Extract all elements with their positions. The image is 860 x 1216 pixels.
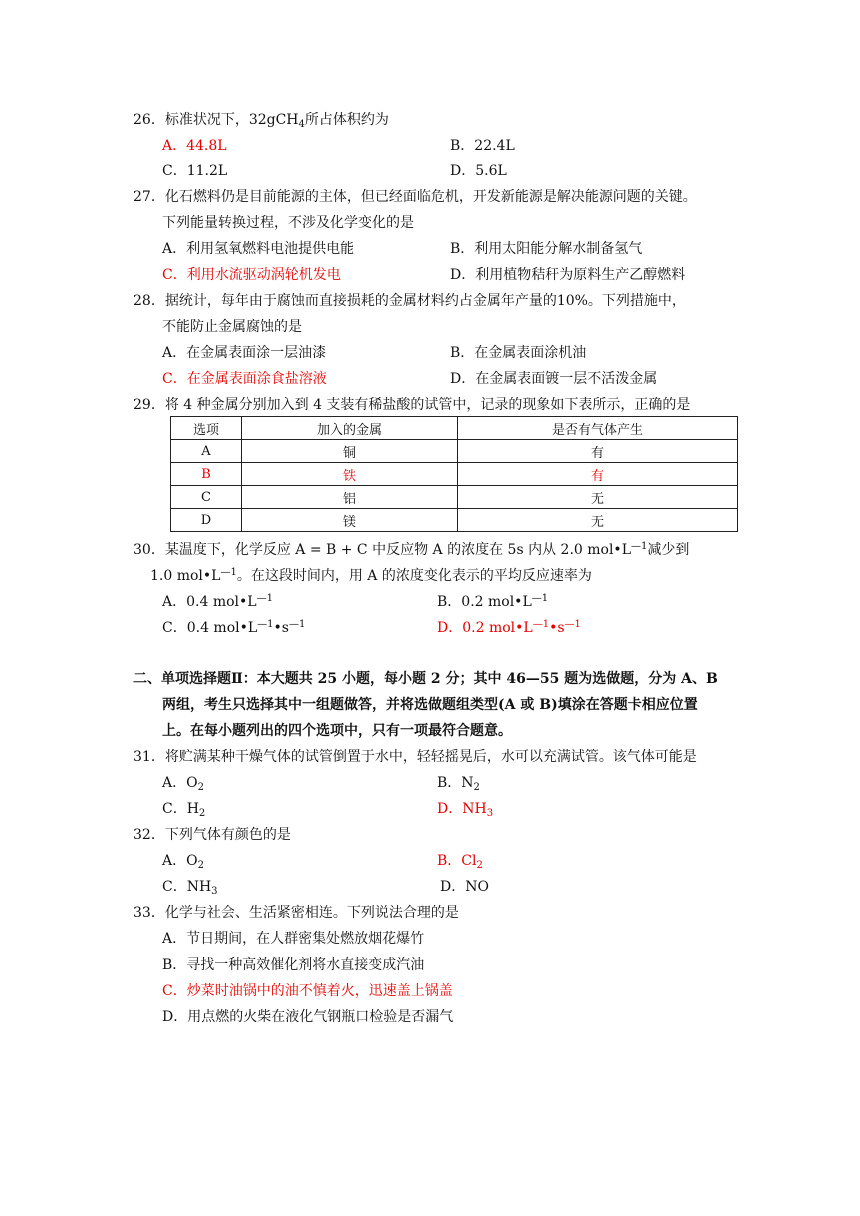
table-header: 选项 [171, 417, 242, 440]
q26-option-b: B．22.4L [450, 138, 515, 154]
q33-option-b: B．寻找一种高效催化剂将水直接变成汽油 [162, 957, 425, 973]
section2-heading-line1: 二、单项选择题Ⅱ：本大题共 25 小题，每小题 2 分；其中 46—55 题为选做题，分为 A、B [133, 671, 718, 687]
table-cell: A [171, 440, 242, 463]
section2-heading-line3: 上。在每小题列出的四个选项中，只有一项最符合题意。 [162, 723, 512, 739]
table-cell: 有 [458, 440, 738, 463]
table-row [171, 509, 738, 532]
q32-stem: 32．下列气体有颜色的是 [133, 827, 291, 843]
q28-stem-line2: 不能防止金属腐蚀的是 [162, 319, 302, 335]
table-cell: 铝 [242, 486, 458, 509]
q27-option-a: A．利用氢氧燃料电池提供电能 [162, 241, 355, 257]
section2-heading-line2: 两组，考生只选择其中一组题做答，并将选做题组类型(A 或 B)填涂在答题卡相应位置 [162, 697, 698, 713]
q30-option-b: B．0.2 $mol•L^{—1}$ [437, 593, 549, 610]
q26-option-c: C．11.2L [162, 163, 228, 179]
table-cell: D [171, 509, 242, 532]
q32-option-c: C．$NH_3$ [162, 879, 218, 897]
q26-option-d: D．5.6L [450, 163, 507, 179]
table-row [171, 486, 738, 509]
q31-option-a: A．$O_2$ [162, 775, 204, 793]
table-header: 加入的金属 [242, 417, 458, 440]
q27-stem-line2: 下列能量转换过程，不涉及化学变化的是 [162, 215, 414, 231]
q31-stem: 31．将贮满某种干燥气体的试管倒置于水中，轻轻摇晃后，水可以充满试管。该气体可能是 [133, 749, 697, 765]
table-row [171, 440, 738, 463]
q32-option-d: D．NO [440, 879, 489, 895]
table-cell: 无 [458, 486, 738, 509]
q31-option-c: C．$H_2$ [162, 801, 206, 819]
q32-option-b: B．$Cl_2$ [437, 853, 483, 871]
q30-option-d: D．0.2 $mol•L^{—1}•s^{—1}$ [437, 619, 581, 636]
q27-option-d: D．利用植物秸秆为原料生产乙醇燃料 [450, 267, 686, 283]
q28-option-c: C．在金属表面涂食盐溶液 [162, 371, 327, 387]
table-cell: 有 [458, 463, 738, 486]
q28-option-a: A．在金属表面涂一层油漆 [162, 345, 327, 361]
q31-option-b: B．$N_2$ [437, 775, 480, 793]
q33-option-a: A．节日期间，在人群密集处燃放烟花爆竹 [162, 931, 425, 947]
q28-option-b: B．在金属表面涂机油 [450, 345, 587, 361]
q27-option-c: C．利用水流驱动涡轮机发电 [162, 267, 341, 283]
table-cell: 铜 [242, 440, 458, 463]
q28-stem-line1: 28．据统计，每年由于腐蚀而直接损耗的金属材料约占金属年产量的10%。下列措施中， [133, 293, 686, 309]
q27-stem-line1: 27．化石燃料仍是目前能源的主体，但已经面临危机，开发新能源是解决能源问题的关键。 [133, 189, 697, 205]
q30-option-c: C．0.4 $mol•L^{—1}•s^{—1}$ [162, 619, 306, 636]
q33-option-c: C．炒菜时油锅中的油不慎着火，迅速盖上锅盖 [162, 983, 453, 999]
table-row [171, 463, 738, 486]
q32-option-a: A．$O_2$ [162, 853, 204, 871]
q29-table [170, 416, 738, 532]
q30-stem-line1: 30．某温度下，化学反应 A = B + C 中反应物 A 的浓度在 5s 内从 2.0 $mol•L^{—1}$减少到 [133, 541, 690, 558]
q33-stem: 33．化学与社会、生活紧密相连。下列说法合理的是 [133, 905, 459, 921]
table-cell: 镁 [242, 509, 458, 532]
table-cell: C [171, 486, 242, 509]
table-cell: B [171, 463, 242, 486]
q30-option-a: A．0.4 $mol•L^{—1}$ [162, 593, 273, 610]
q27-option-b: B．利用太阳能分解水制备氢气 [450, 241, 643, 257]
table-cell: 无 [458, 509, 738, 532]
q33-option-d: D．用点燃的火柴在液化气钢瓶口检验是否漏气 [162, 1009, 454, 1025]
q28-option-d: D．在金属表面镀一层不活泼金属 [450, 371, 658, 387]
table-header-row [171, 417, 738, 440]
table-header: 是否有气体产生 [458, 417, 738, 440]
q30-stem-line2: 1.0 $mol•L^{—1}$。在这段时间内，用 A 的浓度变化表示的平均反应速率为 [150, 567, 592, 584]
q26-option-a: A．44.8L [162, 138, 227, 154]
q26-stem: 26．标准状况下，32gCH$_4$所占体积约为 [133, 112, 389, 130]
table-cell: 铁 [242, 463, 458, 486]
q31-option-d: D．$NH_3$ [437, 801, 494, 819]
q29-stem: 29．将 4 种金属分别加入到 4 支装有稀盐酸的试管中，记录的现象如下表所示，正确的是 [133, 397, 691, 413]
